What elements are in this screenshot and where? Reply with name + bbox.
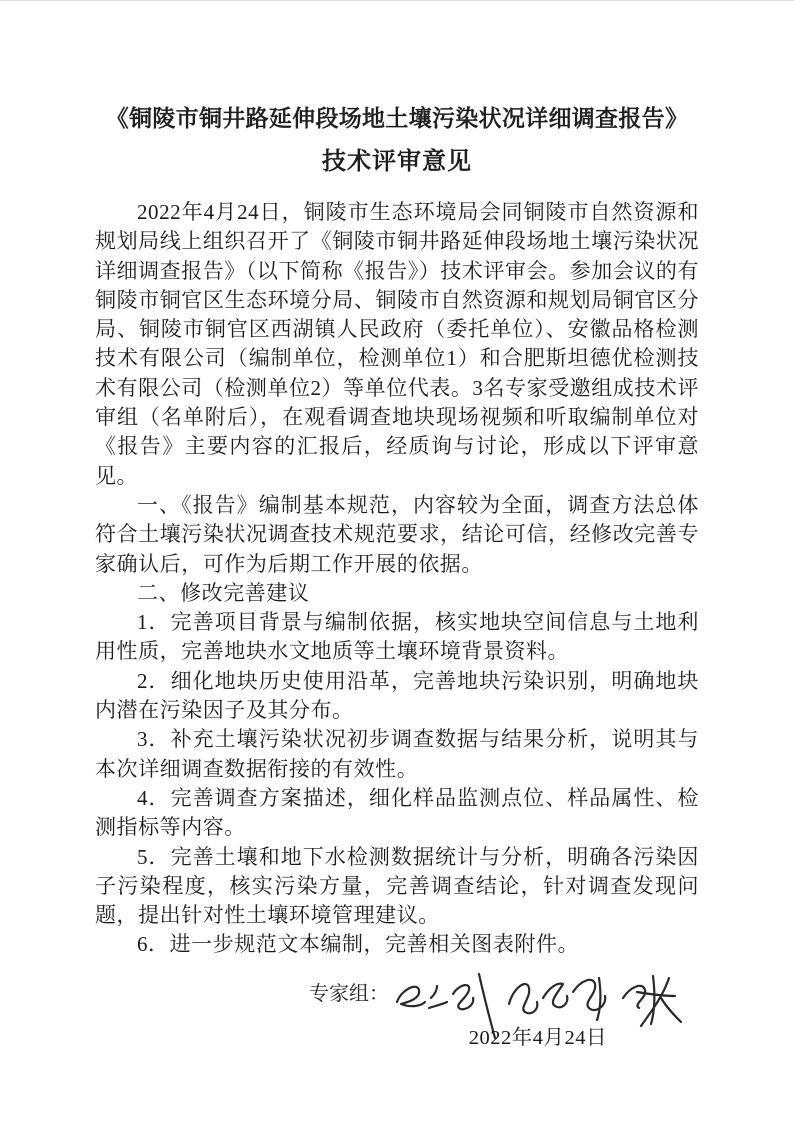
paragraph-suggestion-6: 6．进一步规范文本编制，完善相关图表附件。: [137, 932, 580, 957]
review-date: 2022年4月24日: [468, 1026, 607, 1049]
document-subtitle: 技术评审意见: [322, 149, 472, 175]
paragraph-suggestion-3: 3．补充土壤污染状况初步调查数据与结果分析，说明其与本次详细调查数据衔接的有效性。: [95, 727, 699, 781]
signature-2: [509, 978, 605, 1020]
paragraph-suggestion-1: 1．完善项目背景与编制依据，核实地块空间信息与土地利用性质，完善地块水文地质等土壤环境背景资料。: [95, 610, 699, 664]
signature-3: [623, 976, 681, 1026]
expert-group-label: 专家组：: [309, 982, 389, 1005]
paragraph-intro: 2022年4月24日，铜陵市生态环境局会同铜陵市自然资源和规划局线上组织召开了《铜陵市铜井路延伸段场地土壤污染状况详细调查报告》（以下简称《报告》）技术评审会。参加会议的有铜陵市铜官区生态环境分局、铜陵市自然资源和规划局铜官区分局、铜陵市铜官区西湖镇人民政府（委托单位）、安徽品格检测技术有限公司（编制单位，检测单位1）和合肥斯坦德优检测技术有限公司（检测单位2）等单位代表。3名专家受邀组成技术评审组（名单附后），在观看调查地块现场视频和听取编制单位对《报告》主要内容的汇报后，经质询与讨论，形成以下评审意见。: [95, 200, 699, 488]
paragraph-opinion-1: 一、《报告》编制基本规范，内容较为全面，调查方法总体符合土壤污染状况调查技术规范要求，结论可信，经修改完善专家确认后，可作为后期工作开展的依据。: [95, 492, 699, 576]
paragraph-suggestion-5: 5．完善土壤和地下水检测数据统计与分析，明确各污染因子污染程度，核实污染方量，完善调查结论，针对调查发现问题，提出针对性土壤环境管理建议。: [95, 844, 699, 928]
paragraph-suggestion-4: 4．完善调查方案描述，细化样品监测点位、样品属性、检测指标等内容。: [95, 785, 699, 840]
document-title: 《铜陵市铜井路延伸段场地土壤污染状况详细调查报告》: [105, 106, 689, 131]
paragraph-suggestion-2: 2．细化地块历史使用沿革，完善地块污染识别，明确地块内潜在污染因子及其分布。: [95, 668, 699, 723]
document-page: [95, 0, 699, 1122]
paragraph-opinion-2-heading: 二、修改完善建议: [137, 580, 310, 605]
scan-edge-line: [0, 0, 794, 1]
